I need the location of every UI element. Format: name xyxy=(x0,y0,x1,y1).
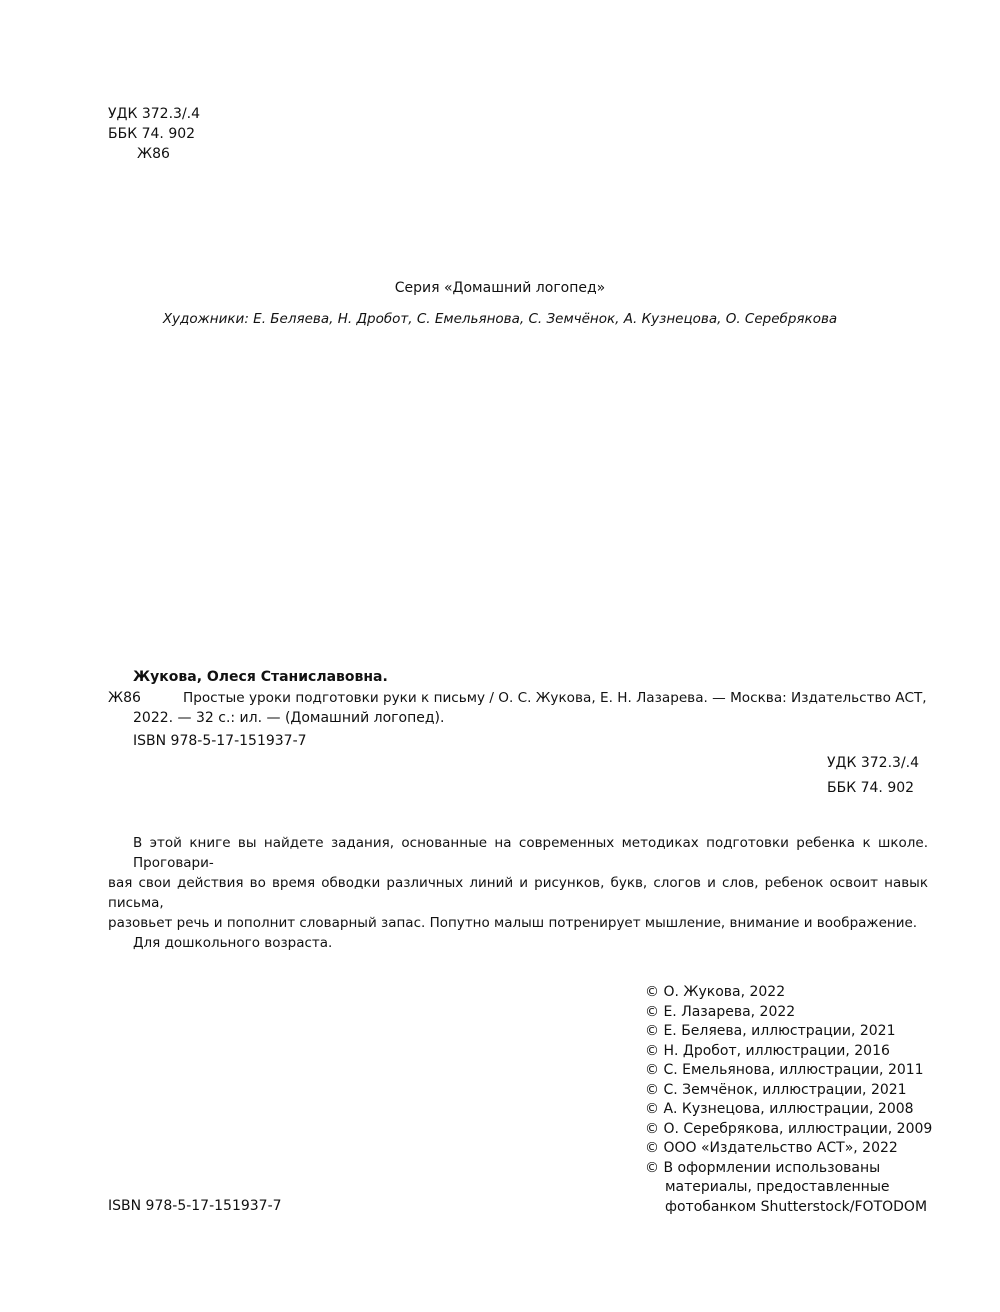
author-mark: Ж86 xyxy=(137,146,170,162)
annotation-line-2: вая свои действия во время обводки различных линий и рисунков, букв, слогов и слов, ребенок освоит навык письма, xyxy=(108,875,928,911)
bbk-code: ББК 74. 902 xyxy=(108,126,196,142)
copyright-line: © ООО «Издательство АСТ», 2022 xyxy=(645,1140,898,1156)
catalog-bbk: ББК 74. 902 xyxy=(827,780,915,796)
copyright-line: © О. Жукова, 2022 xyxy=(645,984,786,1000)
footer-isbn: ISBN 978-5-17-151937-7 xyxy=(108,1198,282,1214)
copyright-line: © О. Серебрякова, иллюстрации, 2009 xyxy=(645,1120,933,1137)
catalog-description-line1: Простые уроки подготовки руки к письму / О. С. Жукова, Е. Н. Лазарева. — Москва: Издательство АСТ, xyxy=(183,690,927,706)
copyright-block xyxy=(645,983,932,1217)
copyright-line: материалы, предоставленные xyxy=(665,1179,890,1195)
annotation-line-1: В этой книге вы найдете задания, основанные на современных методиках подготовки ребенка к школе. Проговари- xyxy=(133,835,928,871)
annotation-paragraph xyxy=(108,833,928,953)
catalog-code: Ж86 xyxy=(108,690,141,706)
copyright-line: © Е. Беляева, иллюстрации, 2021 xyxy=(645,1023,896,1039)
copyright-line: © С. Земчёнок, иллюстрации, 2021 xyxy=(645,1081,907,1098)
copyright-line: © Е. Лазарева, 2022 xyxy=(645,1003,796,1020)
series-title: Серия «Домашний логопед» xyxy=(394,280,606,296)
copyright-line: © В оформлении использованы xyxy=(645,1159,881,1176)
copyright-line: © Н. Дробот, иллюстрации, 2016 xyxy=(645,1042,890,1059)
catalog-udk: УДК 372.3/.4 xyxy=(827,755,920,771)
artists-credit: Художники: Е. Беляева, Н. Дробот, С. Емельянова, С. Земчёнок, А. Кузнецова, О. Серебрякова xyxy=(162,311,838,327)
udk-code: УДК 372.3/.4 xyxy=(108,106,201,122)
copyright-line: © С. Емельянова, иллюстрации, 2011 xyxy=(645,1062,924,1078)
age-rating: Для дошкольного возраста. xyxy=(133,935,333,951)
copyright-line: фотобанком Shutterstock/FOTODOM xyxy=(665,1198,928,1215)
copyright-line: © А. Кузнецова, иллюстрации, 2008 xyxy=(645,1101,914,1117)
annotation-line-3: разовьет речь и пополнит словарный запас. Попутно малыш потренирует мышление, внимание и воображение. xyxy=(108,915,918,931)
catalog-author: Жукова, Олеся Станиславовна. xyxy=(133,669,388,685)
catalog-description-line2: 2022. — 32 с.: ил. — (Домашний логопед). xyxy=(133,710,445,726)
catalog-isbn: ISBN 978-5-17-151937-7 xyxy=(133,733,307,749)
